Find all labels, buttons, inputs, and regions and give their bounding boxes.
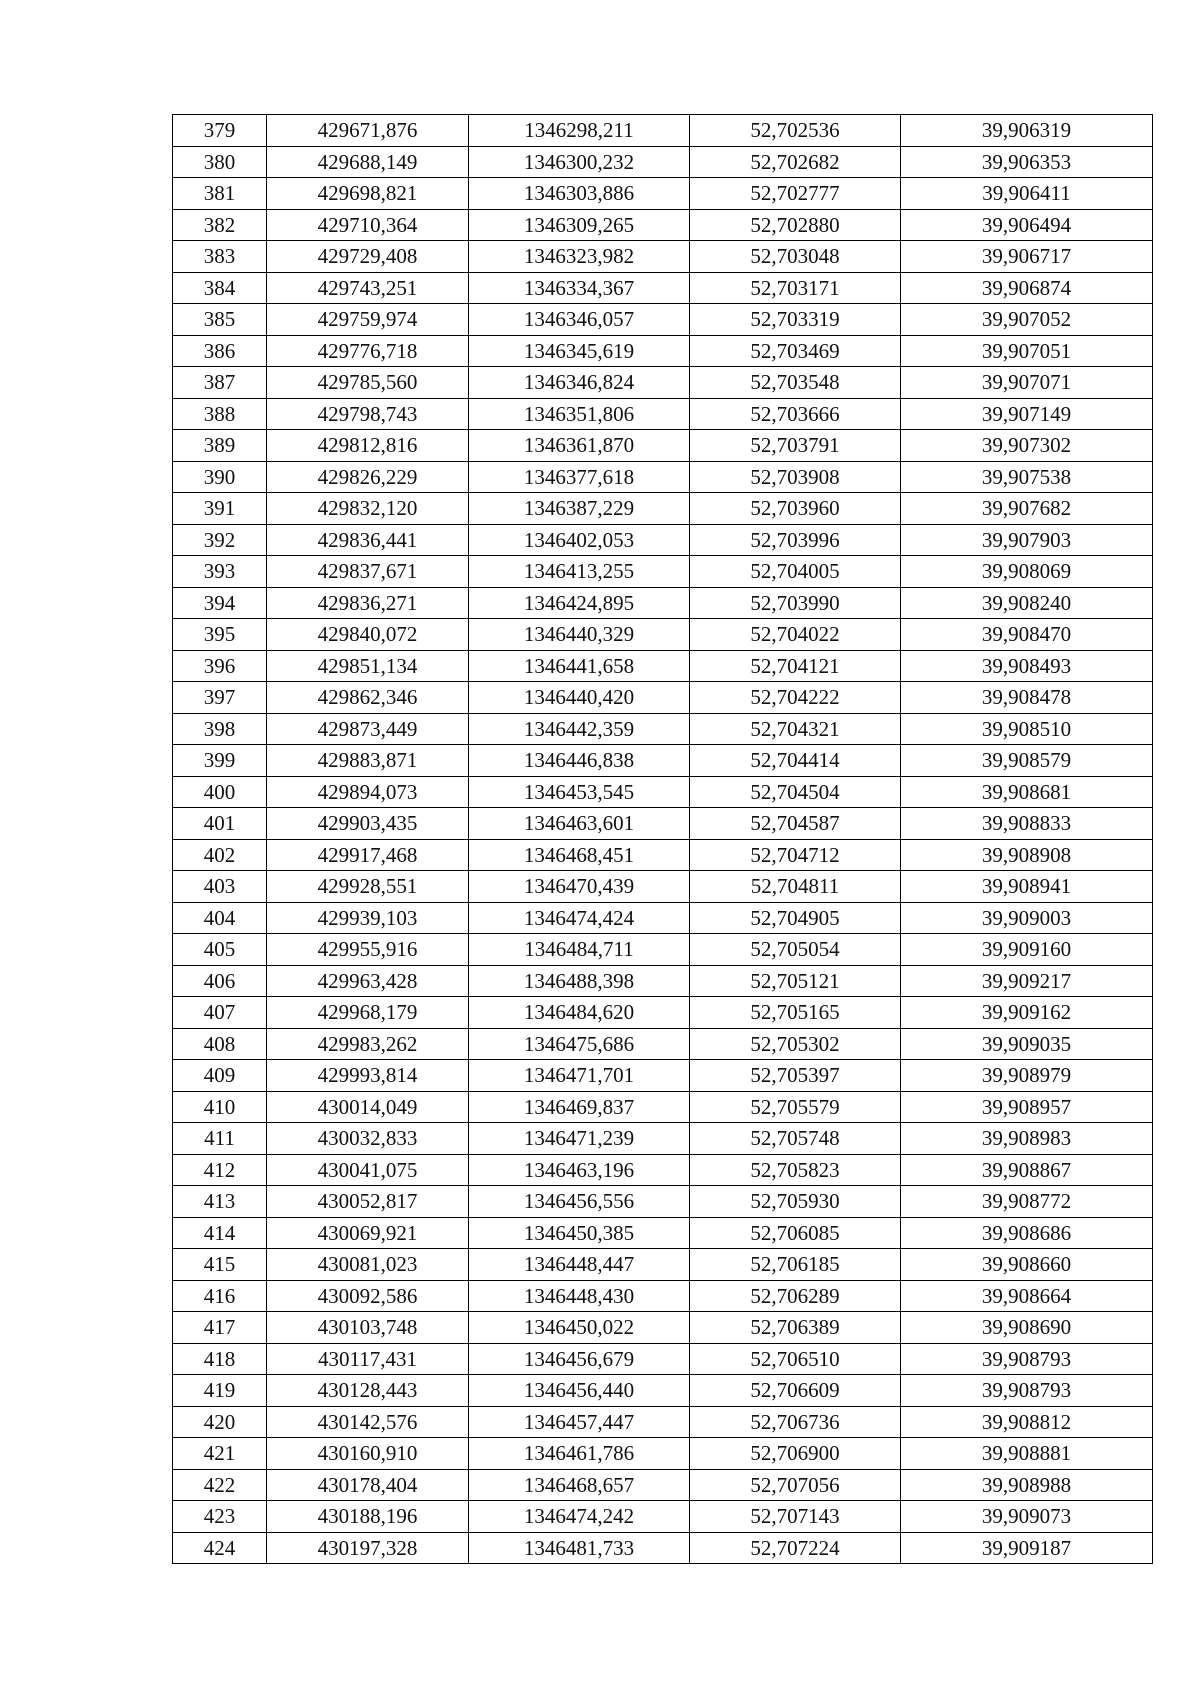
x-coordinate-cell: 430178,404 xyxy=(267,1469,469,1501)
latitude-cell: 52,702682 xyxy=(690,146,901,178)
table-row xyxy=(173,1123,1153,1155)
y-coordinate-cell: 1346346,057 xyxy=(469,304,690,336)
point-number-cell: 423 xyxy=(173,1501,267,1533)
longitude-cell: 39,907149 xyxy=(901,398,1153,430)
x-coordinate-cell: 429826,229 xyxy=(267,461,469,493)
x-coordinate-cell: 429798,743 xyxy=(267,398,469,430)
point-number-cell: 407 xyxy=(173,997,267,1029)
latitude-cell: 52,704414 xyxy=(690,745,901,777)
latitude-cell: 52,703469 xyxy=(690,335,901,367)
x-coordinate-cell: 430069,921 xyxy=(267,1217,469,1249)
latitude-cell: 52,704022 xyxy=(690,619,901,651)
table-row xyxy=(173,682,1153,714)
point-number-cell: 416 xyxy=(173,1280,267,1312)
point-number-cell: 395 xyxy=(173,619,267,651)
longitude-cell: 39,909217 xyxy=(901,965,1153,997)
y-coordinate-cell: 1346440,329 xyxy=(469,619,690,651)
x-coordinate-cell: 429812,816 xyxy=(267,430,469,462)
x-coordinate-cell: 429983,262 xyxy=(267,1028,469,1060)
latitude-cell: 52,703996 xyxy=(690,524,901,556)
table-row xyxy=(173,1532,1153,1564)
y-coordinate-cell: 1346448,447 xyxy=(469,1249,690,1281)
table-row xyxy=(173,1375,1153,1407)
point-number-cell: 420 xyxy=(173,1406,267,1438)
x-coordinate-cell: 429688,149 xyxy=(267,146,469,178)
x-coordinate-cell: 429883,871 xyxy=(267,745,469,777)
x-coordinate-cell: 429939,103 xyxy=(267,902,469,934)
y-coordinate-cell: 1346300,232 xyxy=(469,146,690,178)
x-coordinate-cell: 429873,449 xyxy=(267,713,469,745)
latitude-cell: 52,706510 xyxy=(690,1343,901,1375)
point-number-cell: 393 xyxy=(173,556,267,588)
longitude-cell: 39,908908 xyxy=(901,839,1153,871)
x-coordinate-cell: 429698,821 xyxy=(267,178,469,210)
y-coordinate-cell: 1346456,679 xyxy=(469,1343,690,1375)
point-number-cell: 401 xyxy=(173,808,267,840)
x-coordinate-cell: 430041,075 xyxy=(267,1154,469,1186)
table-row xyxy=(173,524,1153,556)
point-number-cell: 400 xyxy=(173,776,267,808)
longitude-cell: 39,908941 xyxy=(901,871,1153,903)
latitude-cell: 52,704121 xyxy=(690,650,901,682)
x-coordinate-cell: 430032,833 xyxy=(267,1123,469,1155)
x-coordinate-cell: 430160,910 xyxy=(267,1438,469,1470)
point-number-cell: 409 xyxy=(173,1060,267,1092)
table-row xyxy=(173,808,1153,840)
table-row xyxy=(173,1217,1153,1249)
x-coordinate-cell: 429851,134 xyxy=(267,650,469,682)
x-coordinate-cell: 429928,551 xyxy=(267,871,469,903)
point-number-cell: 402 xyxy=(173,839,267,871)
table-row xyxy=(173,1154,1153,1186)
x-coordinate-cell: 429917,468 xyxy=(267,839,469,871)
longitude-cell: 39,907302 xyxy=(901,430,1153,462)
x-coordinate-cell: 430014,049 xyxy=(267,1091,469,1123)
latitude-cell: 52,703791 xyxy=(690,430,901,462)
latitude-cell: 52,703908 xyxy=(690,461,901,493)
x-coordinate-cell: 429671,876 xyxy=(267,115,469,147)
point-number-cell: 411 xyxy=(173,1123,267,1155)
x-coordinate-cell: 430092,586 xyxy=(267,1280,469,1312)
table-row xyxy=(173,209,1153,241)
point-number-cell: 398 xyxy=(173,713,267,745)
latitude-cell: 52,705165 xyxy=(690,997,901,1029)
x-coordinate-cell: 430117,431 xyxy=(267,1343,469,1375)
y-coordinate-cell: 1346457,447 xyxy=(469,1406,690,1438)
longitude-cell: 39,908579 xyxy=(901,745,1153,777)
y-coordinate-cell: 1346309,265 xyxy=(469,209,690,241)
y-coordinate-cell: 1346453,545 xyxy=(469,776,690,808)
latitude-cell: 52,702880 xyxy=(690,209,901,241)
longitude-cell: 39,909073 xyxy=(901,1501,1153,1533)
longitude-cell: 39,908240 xyxy=(901,587,1153,619)
y-coordinate-cell: 1346413,255 xyxy=(469,556,690,588)
point-number-cell: 379 xyxy=(173,115,267,147)
latitude-cell: 52,705302 xyxy=(690,1028,901,1060)
longitude-cell: 39,908988 xyxy=(901,1469,1153,1501)
table-row xyxy=(173,461,1153,493)
point-number-cell: 386 xyxy=(173,335,267,367)
point-number-cell: 414 xyxy=(173,1217,267,1249)
x-coordinate-cell: 430103,748 xyxy=(267,1312,469,1344)
longitude-cell: 39,909160 xyxy=(901,934,1153,966)
x-coordinate-cell: 429894,073 xyxy=(267,776,469,808)
y-coordinate-cell: 1346456,556 xyxy=(469,1186,690,1218)
x-coordinate-cell: 429743,251 xyxy=(267,272,469,304)
table-row xyxy=(173,1343,1153,1375)
table-row xyxy=(173,304,1153,336)
point-number-cell: 391 xyxy=(173,493,267,525)
y-coordinate-cell: 1346481,733 xyxy=(469,1532,690,1564)
y-coordinate-cell: 1346351,806 xyxy=(469,398,690,430)
table-row xyxy=(173,178,1153,210)
x-coordinate-cell: 429729,408 xyxy=(267,241,469,273)
x-coordinate-cell: 429837,671 xyxy=(267,556,469,588)
table-row xyxy=(173,241,1153,273)
longitude-cell: 39,906494 xyxy=(901,209,1153,241)
table-row xyxy=(173,587,1153,619)
latitude-cell: 52,703319 xyxy=(690,304,901,336)
x-coordinate-cell: 429963,428 xyxy=(267,965,469,997)
y-coordinate-cell: 1346298,211 xyxy=(469,115,690,147)
point-number-cell: 382 xyxy=(173,209,267,241)
latitude-cell: 52,704005 xyxy=(690,556,901,588)
y-coordinate-cell: 1346484,620 xyxy=(469,997,690,1029)
longitude-cell: 39,908812 xyxy=(901,1406,1153,1438)
y-coordinate-cell: 1346461,786 xyxy=(469,1438,690,1470)
point-number-cell: 404 xyxy=(173,902,267,934)
y-coordinate-cell: 1346471,701 xyxy=(469,1060,690,1092)
longitude-cell: 39,908510 xyxy=(901,713,1153,745)
table-row xyxy=(173,556,1153,588)
latitude-cell: 52,703048 xyxy=(690,241,901,273)
latitude-cell: 52,704504 xyxy=(690,776,901,808)
table-row xyxy=(173,1406,1153,1438)
y-coordinate-cell: 1346442,359 xyxy=(469,713,690,745)
point-number-cell: 408 xyxy=(173,1028,267,1060)
latitude-cell: 52,705054 xyxy=(690,934,901,966)
x-coordinate-cell: 429832,120 xyxy=(267,493,469,525)
latitude-cell: 52,706185 xyxy=(690,1249,901,1281)
latitude-cell: 52,704811 xyxy=(690,871,901,903)
table-row xyxy=(173,902,1153,934)
y-coordinate-cell: 1346470,439 xyxy=(469,871,690,903)
table-row xyxy=(173,965,1153,997)
y-coordinate-cell: 1346463,601 xyxy=(469,808,690,840)
longitude-cell: 39,908867 xyxy=(901,1154,1153,1186)
longitude-cell: 39,909035 xyxy=(901,1028,1153,1060)
longitude-cell: 39,908686 xyxy=(901,1217,1153,1249)
table-row xyxy=(173,398,1153,430)
x-coordinate-cell: 430052,817 xyxy=(267,1186,469,1218)
x-coordinate-cell: 429785,560 xyxy=(267,367,469,399)
longitude-cell: 39,908681 xyxy=(901,776,1153,808)
point-number-cell: 397 xyxy=(173,682,267,714)
y-coordinate-cell: 1346484,711 xyxy=(469,934,690,966)
longitude-cell: 39,908793 xyxy=(901,1375,1153,1407)
latitude-cell: 52,706736 xyxy=(690,1406,901,1438)
point-number-cell: 424 xyxy=(173,1532,267,1564)
table-row xyxy=(173,1280,1153,1312)
latitude-cell: 52,706389 xyxy=(690,1312,901,1344)
point-number-cell: 413 xyxy=(173,1186,267,1218)
latitude-cell: 52,703171 xyxy=(690,272,901,304)
longitude-cell: 39,907052 xyxy=(901,304,1153,336)
y-coordinate-cell: 1346440,420 xyxy=(469,682,690,714)
latitude-cell: 52,705748 xyxy=(690,1123,901,1155)
table-row xyxy=(173,146,1153,178)
table-row xyxy=(173,650,1153,682)
x-coordinate-cell: 429836,441 xyxy=(267,524,469,556)
latitude-cell: 52,705930 xyxy=(690,1186,901,1218)
point-number-cell: 385 xyxy=(173,304,267,336)
table-row xyxy=(173,776,1153,808)
longitude-cell: 39,908957 xyxy=(901,1091,1153,1123)
latitude-cell: 52,704321 xyxy=(690,713,901,745)
longitude-cell: 39,907903 xyxy=(901,524,1153,556)
y-coordinate-cell: 1346377,618 xyxy=(469,461,690,493)
table-row xyxy=(173,619,1153,651)
table-row xyxy=(173,745,1153,777)
point-number-cell: 417 xyxy=(173,1312,267,1344)
table-row xyxy=(173,997,1153,1029)
longitude-cell: 39,906411 xyxy=(901,178,1153,210)
point-number-cell: 415 xyxy=(173,1249,267,1281)
latitude-cell: 52,704712 xyxy=(690,839,901,871)
table-row xyxy=(173,1186,1153,1218)
point-number-cell: 394 xyxy=(173,587,267,619)
table-row xyxy=(173,1091,1153,1123)
latitude-cell: 52,707056 xyxy=(690,1469,901,1501)
y-coordinate-cell: 1346402,053 xyxy=(469,524,690,556)
x-coordinate-cell: 429955,916 xyxy=(267,934,469,966)
y-coordinate-cell: 1346488,398 xyxy=(469,965,690,997)
y-coordinate-cell: 1346468,657 xyxy=(469,1469,690,1501)
point-number-cell: 389 xyxy=(173,430,267,462)
latitude-cell: 52,704905 xyxy=(690,902,901,934)
y-coordinate-cell: 1346346,824 xyxy=(469,367,690,399)
point-number-cell: 392 xyxy=(173,524,267,556)
y-coordinate-cell: 1346463,196 xyxy=(469,1154,690,1186)
coordinates-table-body xyxy=(173,115,1153,1564)
x-coordinate-cell: 429840,072 xyxy=(267,619,469,651)
latitude-cell: 52,705121 xyxy=(690,965,901,997)
latitude-cell: 52,702536 xyxy=(690,115,901,147)
table-row xyxy=(173,934,1153,966)
y-coordinate-cell: 1346450,385 xyxy=(469,1217,690,1249)
point-number-cell: 396 xyxy=(173,650,267,682)
table-row xyxy=(173,115,1153,147)
y-coordinate-cell: 1346424,895 xyxy=(469,587,690,619)
y-coordinate-cell: 1346471,239 xyxy=(469,1123,690,1155)
latitude-cell: 52,706085 xyxy=(690,1217,901,1249)
point-number-cell: 419 xyxy=(173,1375,267,1407)
table-row xyxy=(173,367,1153,399)
coordinates-table xyxy=(172,114,1153,1564)
longitude-cell: 39,908979 xyxy=(901,1060,1153,1092)
x-coordinate-cell: 429710,364 xyxy=(267,209,469,241)
latitude-cell: 52,704587 xyxy=(690,808,901,840)
table-row xyxy=(173,1028,1153,1060)
latitude-cell: 52,707143 xyxy=(690,1501,901,1533)
point-number-cell: 418 xyxy=(173,1343,267,1375)
table-row xyxy=(173,1060,1153,1092)
point-number-cell: 388 xyxy=(173,398,267,430)
longitude-cell: 39,909003 xyxy=(901,902,1153,934)
latitude-cell: 52,704222 xyxy=(690,682,901,714)
y-coordinate-cell: 1346474,424 xyxy=(469,902,690,934)
latitude-cell: 52,705579 xyxy=(690,1091,901,1123)
latitude-cell: 52,706900 xyxy=(690,1438,901,1470)
point-number-cell: 412 xyxy=(173,1154,267,1186)
y-coordinate-cell: 1346474,242 xyxy=(469,1501,690,1533)
latitude-cell: 52,703960 xyxy=(690,493,901,525)
longitude-cell: 39,908793 xyxy=(901,1343,1153,1375)
longitude-cell: 39,908983 xyxy=(901,1123,1153,1155)
x-coordinate-cell: 429993,814 xyxy=(267,1060,469,1092)
longitude-cell: 39,908881 xyxy=(901,1438,1153,1470)
longitude-cell: 39,909187 xyxy=(901,1532,1153,1564)
y-coordinate-cell: 1346468,451 xyxy=(469,839,690,871)
x-coordinate-cell: 429836,271 xyxy=(267,587,469,619)
y-coordinate-cell: 1346448,430 xyxy=(469,1280,690,1312)
point-number-cell: 422 xyxy=(173,1469,267,1501)
point-number-cell: 380 xyxy=(173,146,267,178)
longitude-cell: 39,908478 xyxy=(901,682,1153,714)
longitude-cell: 39,907682 xyxy=(901,493,1153,525)
table-row xyxy=(173,430,1153,462)
longitude-cell: 39,906874 xyxy=(901,272,1153,304)
table-row xyxy=(173,1312,1153,1344)
latitude-cell: 52,705397 xyxy=(690,1060,901,1092)
x-coordinate-cell: 430142,576 xyxy=(267,1406,469,1438)
point-number-cell: 387 xyxy=(173,367,267,399)
x-coordinate-cell: 429862,346 xyxy=(267,682,469,714)
table-row xyxy=(173,272,1153,304)
point-number-cell: 399 xyxy=(173,745,267,777)
longitude-cell: 39,907538 xyxy=(901,461,1153,493)
table-row xyxy=(173,713,1153,745)
y-coordinate-cell: 1346323,982 xyxy=(469,241,690,273)
longitude-cell: 39,908470 xyxy=(901,619,1153,651)
y-coordinate-cell: 1346456,440 xyxy=(469,1375,690,1407)
x-coordinate-cell: 429968,179 xyxy=(267,997,469,1029)
x-coordinate-cell: 430188,196 xyxy=(267,1501,469,1533)
y-coordinate-cell: 1346345,619 xyxy=(469,335,690,367)
longitude-cell: 39,909162 xyxy=(901,997,1153,1029)
y-coordinate-cell: 1346361,870 xyxy=(469,430,690,462)
y-coordinate-cell: 1346446,838 xyxy=(469,745,690,777)
table-row xyxy=(173,1469,1153,1501)
x-coordinate-cell: 429759,974 xyxy=(267,304,469,336)
table-row xyxy=(173,1249,1153,1281)
point-number-cell: 405 xyxy=(173,934,267,966)
longitude-cell: 39,908664 xyxy=(901,1280,1153,1312)
latitude-cell: 52,703666 xyxy=(690,398,901,430)
longitude-cell: 39,906319 xyxy=(901,115,1153,147)
latitude-cell: 52,705823 xyxy=(690,1154,901,1186)
latitude-cell: 52,702777 xyxy=(690,178,901,210)
point-number-cell: 421 xyxy=(173,1438,267,1470)
longitude-cell: 39,906353 xyxy=(901,146,1153,178)
y-coordinate-cell: 1346450,022 xyxy=(469,1312,690,1344)
longitude-cell: 39,907051 xyxy=(901,335,1153,367)
longitude-cell: 39,908690 xyxy=(901,1312,1153,1344)
latitude-cell: 52,703548 xyxy=(690,367,901,399)
table-row xyxy=(173,1438,1153,1470)
point-number-cell: 383 xyxy=(173,241,267,273)
longitude-cell: 39,907071 xyxy=(901,367,1153,399)
longitude-cell: 39,908772 xyxy=(901,1186,1153,1218)
latitude-cell: 52,707224 xyxy=(690,1532,901,1564)
latitude-cell: 52,706609 xyxy=(690,1375,901,1407)
table-row xyxy=(173,335,1153,367)
longitude-cell: 39,908493 xyxy=(901,650,1153,682)
table-row xyxy=(173,839,1153,871)
longitude-cell: 39,906717 xyxy=(901,241,1153,273)
longitude-cell: 39,908660 xyxy=(901,1249,1153,1281)
x-coordinate-cell: 430197,328 xyxy=(267,1532,469,1564)
latitude-cell: 52,706289 xyxy=(690,1280,901,1312)
y-coordinate-cell: 1346303,886 xyxy=(469,178,690,210)
y-coordinate-cell: 1346475,686 xyxy=(469,1028,690,1060)
table-row xyxy=(173,871,1153,903)
longitude-cell: 39,908833 xyxy=(901,808,1153,840)
x-coordinate-cell: 429903,435 xyxy=(267,808,469,840)
point-number-cell: 390 xyxy=(173,461,267,493)
y-coordinate-cell: 1346334,367 xyxy=(469,272,690,304)
x-coordinate-cell: 429776,718 xyxy=(267,335,469,367)
y-coordinate-cell: 1346469,837 xyxy=(469,1091,690,1123)
point-number-cell: 381 xyxy=(173,178,267,210)
table-row xyxy=(173,1501,1153,1533)
x-coordinate-cell: 430128,443 xyxy=(267,1375,469,1407)
y-coordinate-cell: 1346441,658 xyxy=(469,650,690,682)
latitude-cell: 52,703990 xyxy=(690,587,901,619)
table-row xyxy=(173,493,1153,525)
point-number-cell: 406 xyxy=(173,965,267,997)
longitude-cell: 39,908069 xyxy=(901,556,1153,588)
point-number-cell: 403 xyxy=(173,871,267,903)
y-coordinate-cell: 1346387,229 xyxy=(469,493,690,525)
x-coordinate-cell: 430081,023 xyxy=(267,1249,469,1281)
point-number-cell: 410 xyxy=(173,1091,267,1123)
point-number-cell: 384 xyxy=(173,272,267,304)
